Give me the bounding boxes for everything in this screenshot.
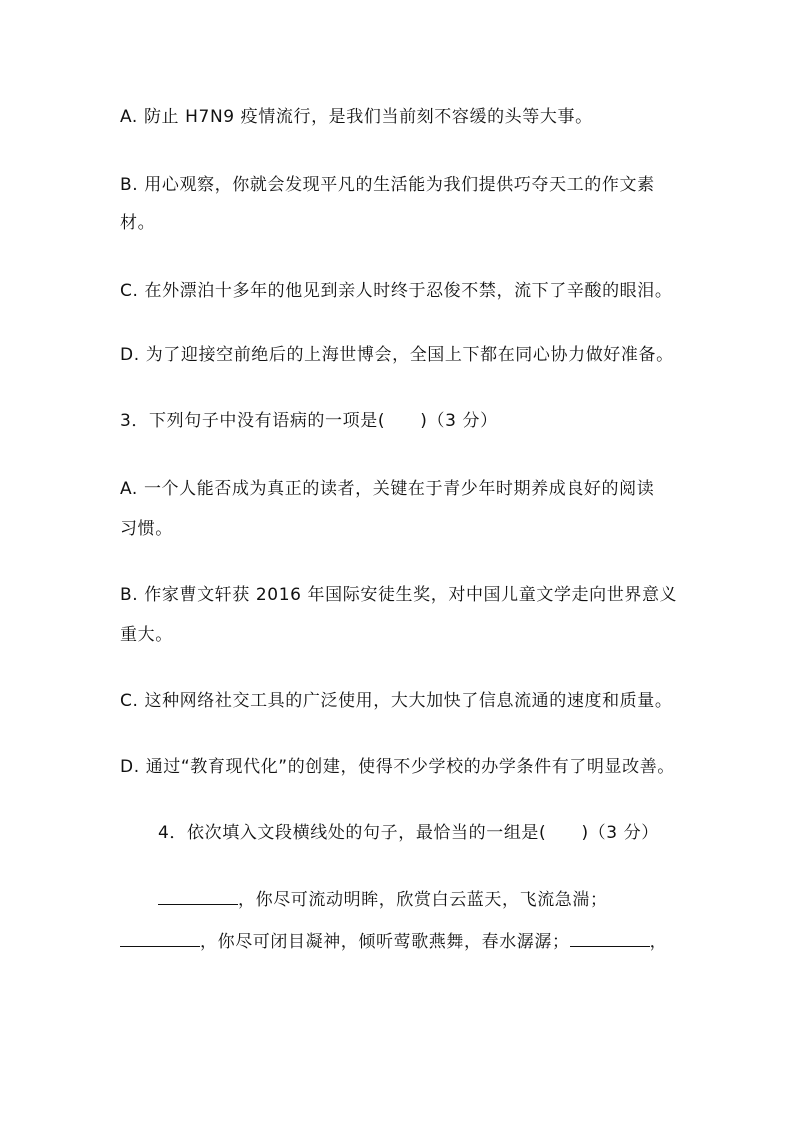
q2-option-d: D. 为了迎接空前绝后的上海世博会，全国上下都在同心协力做好准备。 xyxy=(120,345,674,365)
q2-option-b-line1: B. 用心观察，你就会发现平凡的生活能为我们提供巧夺天工的作文素 xyxy=(120,175,655,195)
q2-option-c: C. 在外漂泊十多年的他见到亲人时终于忍俊不禁，流下了辛酸的眼泪。 xyxy=(120,281,673,301)
q3-option-d: D. 通过“教育现代化”的创建，使得不少学校的办学条件有了明显改善。 xyxy=(120,757,675,777)
q3-question: 3．下列句子中没有语病的一项是( )（3 分） xyxy=(120,411,498,431)
q3-option-b-line2: 重大。 xyxy=(120,625,173,645)
q2-option-a: A. 防止 H7N9 疫情流行，是我们当前刻不容缓的头等大事。 xyxy=(120,107,593,127)
answer-blank-2[interactable] xyxy=(120,930,200,947)
q4-passage-line1 xyxy=(158,888,608,911)
q3-option-a-line2: 习惯。 xyxy=(120,519,173,539)
q3-option-a-line1: A. 一个人能否成为真正的读者，关键在于青少年时期养成良好的阅读 xyxy=(120,479,655,499)
q4-question: 4．依次填入文段横线处的句子，最恰当的一组是( )（3 分） xyxy=(158,823,659,843)
answer-blank-1[interactable] xyxy=(158,888,238,905)
passage-text-1: ，你尽可流动明眸，欣赏白云蓝天，飞流急湍； xyxy=(238,890,608,910)
passage-text-3: ， xyxy=(649,932,668,952)
q3-option-b-line1: B. 作家曹文轩获 2016 年国际安徒生奖，对中国儿童文学走向世界意义 xyxy=(120,585,678,605)
q2-option-b-line2: 材。 xyxy=(120,213,156,233)
answer-blank-3[interactable] xyxy=(570,930,650,947)
q3-option-c: C. 这种网络社交工具的广泛使用，大大加快了信息流通的速度和质量。 xyxy=(120,691,673,711)
q4-passage-line2 xyxy=(120,930,667,953)
passage-text-2: ，你尽可闭目凝神，倾听莺歌燕舞，春水潺潺； xyxy=(200,932,570,952)
